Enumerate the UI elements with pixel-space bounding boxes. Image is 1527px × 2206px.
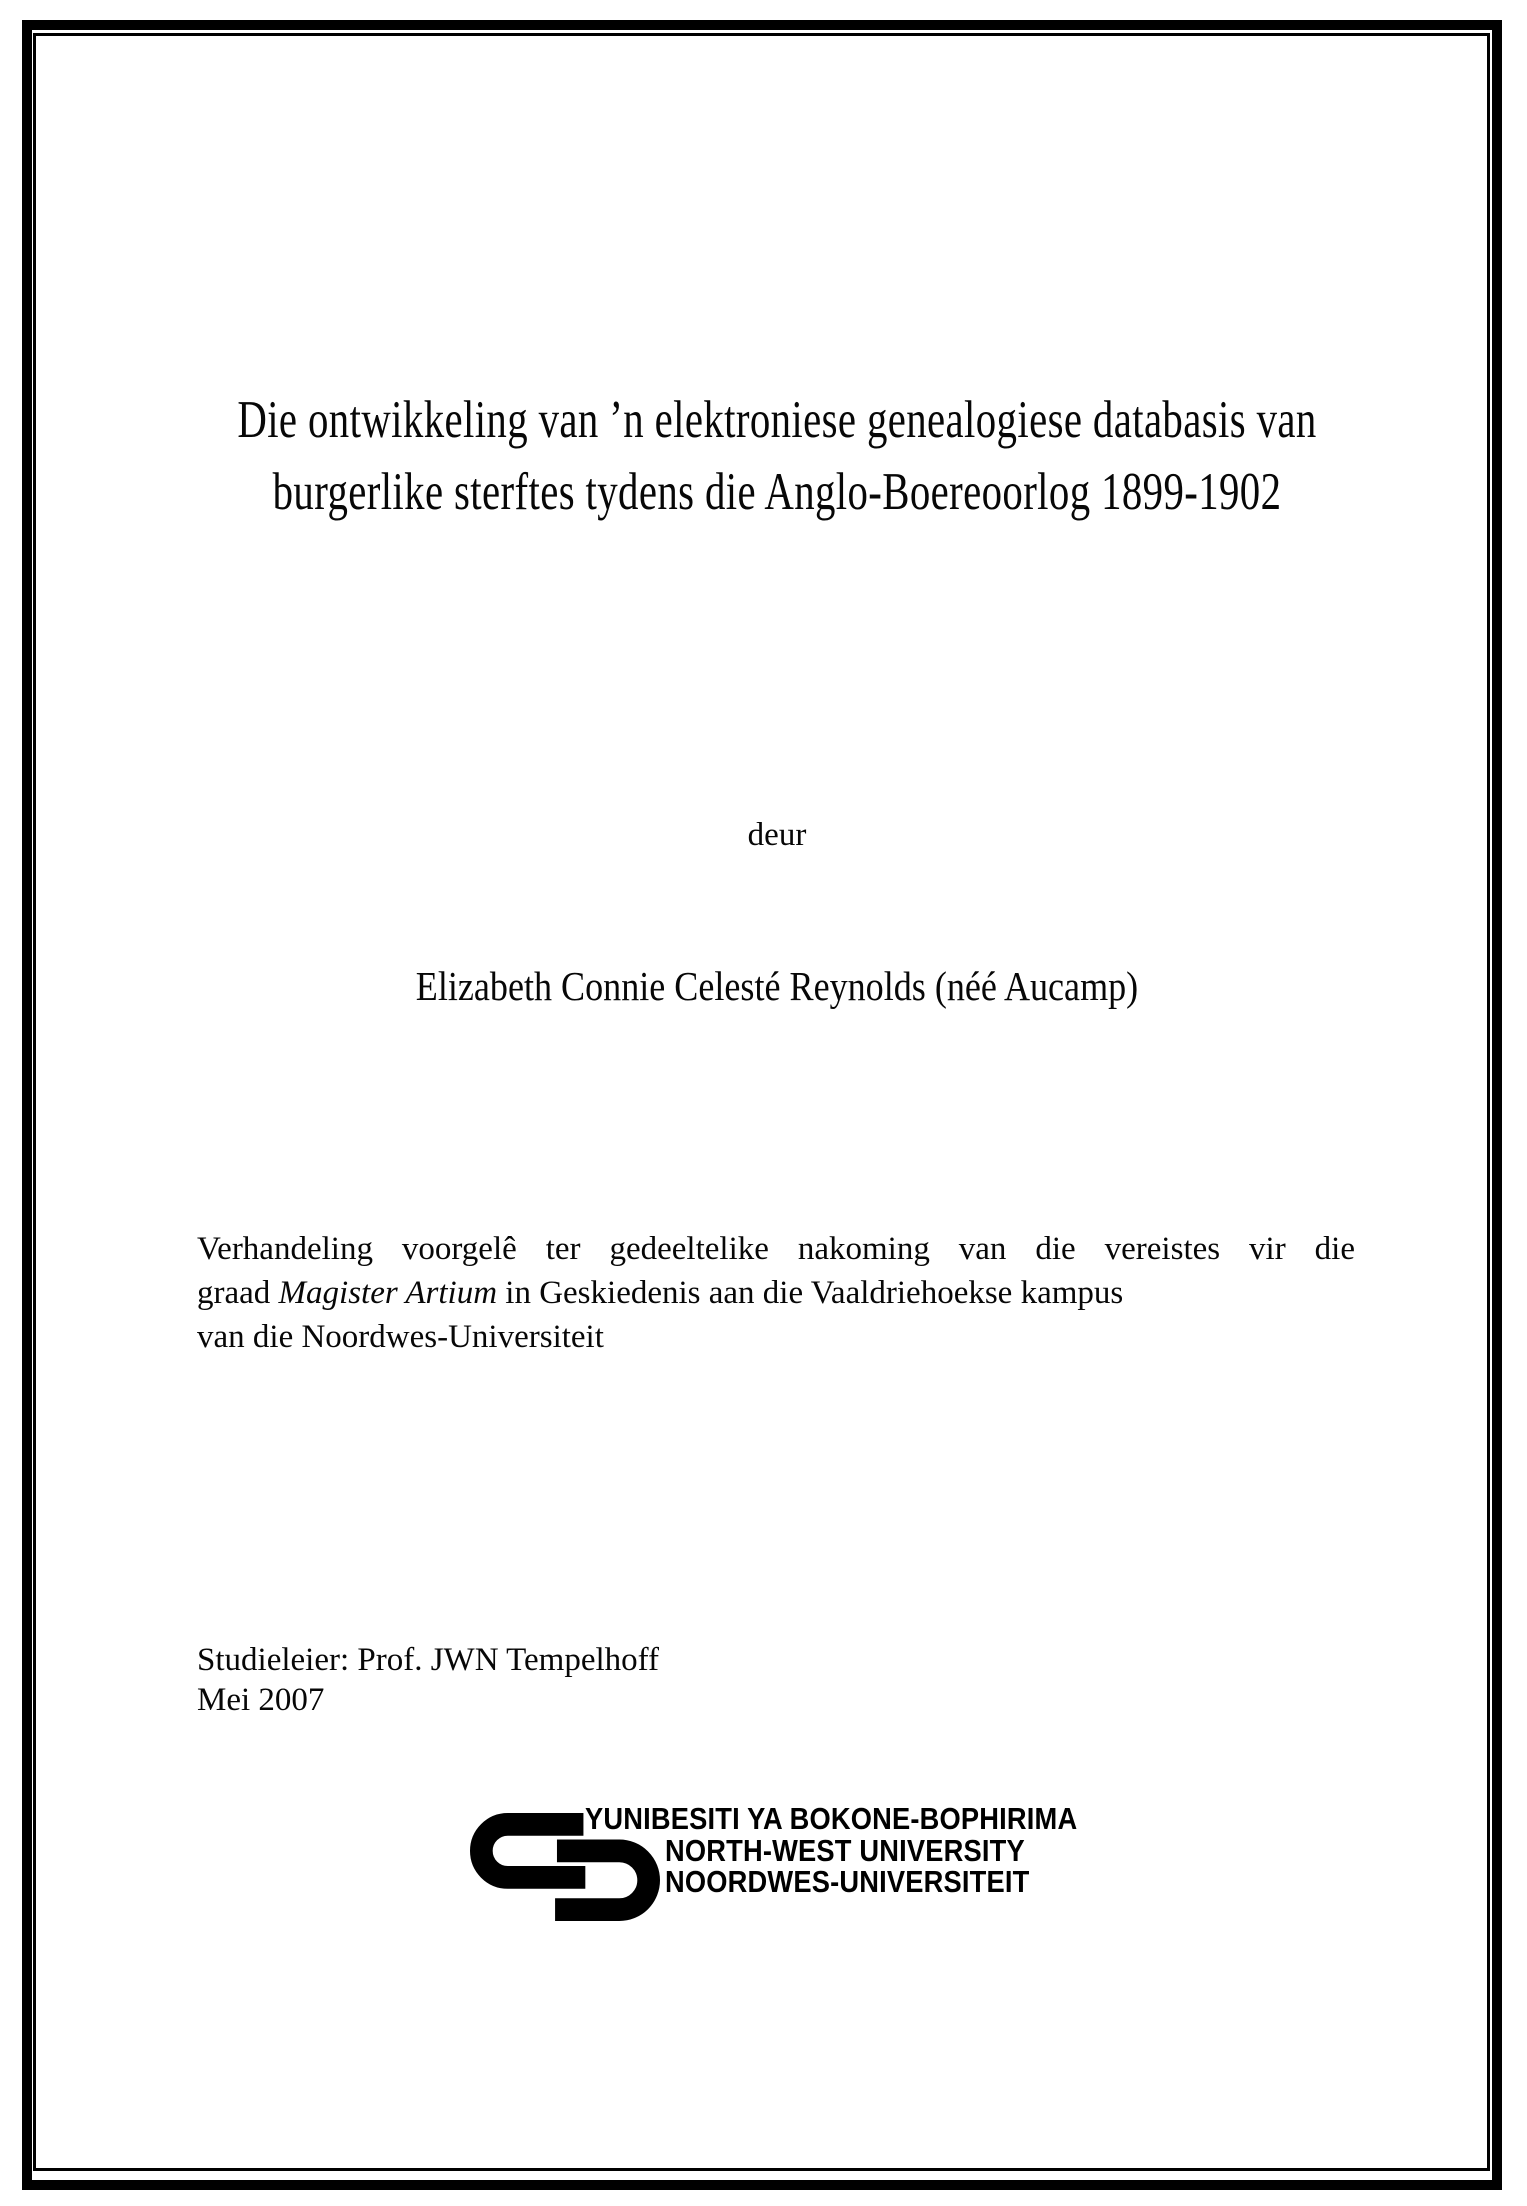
statement-line2-post: in Geskiedenis aan die Vaaldriehoekse kampus xyxy=(497,1275,1124,1311)
byline-deur: deur xyxy=(747,817,807,853)
credits xyxy=(197,1640,659,1720)
statement-line3: van die Noordwes-Universiteit xyxy=(197,1319,604,1355)
wordmark-line1-text: YUNIBESITI YA BOKONE-BOPHIRIMA xyxy=(585,1801,1078,1836)
wordmark-line3 xyxy=(585,1866,1144,1898)
degree-name: Magister Artium xyxy=(278,1275,498,1311)
thesis-title-line1: Die ontwikkeling van ’n elektroniese genealogiese databasis van xyxy=(237,391,1317,449)
author-name: Elizabeth Connie Celesté Reynolds (néé Aucamp) xyxy=(415,963,1139,1009)
date-line: Mei 2007 xyxy=(197,1682,325,1718)
wordmark-line3-text: NOORDWES-UNIVERSITEIT xyxy=(665,1864,1030,1899)
thesis-title-line2: burgerlike sterftes tydens die Anglo-Boereoorlog 1899-1902 xyxy=(272,463,1282,521)
submission-statement xyxy=(197,1227,1355,1359)
wordmark-line1 xyxy=(585,1803,1144,1835)
statement-line1: Verhandeling voorgelê ter gedeeltelike nakoming van die vereistes vir die xyxy=(197,1231,1355,1267)
wordmark-line2 xyxy=(585,1832,1144,1868)
statement-line2-pre: graad xyxy=(197,1275,279,1311)
statement-line2 xyxy=(197,1271,1355,1315)
wordmark-line2-text: NORTH-WEST UNIVERSITY xyxy=(665,1832,1025,1868)
nwu-wordmark xyxy=(585,1803,1144,1898)
supervisor-line: Studieleier: Prof. JWN Tempelhoff xyxy=(197,1642,660,1678)
